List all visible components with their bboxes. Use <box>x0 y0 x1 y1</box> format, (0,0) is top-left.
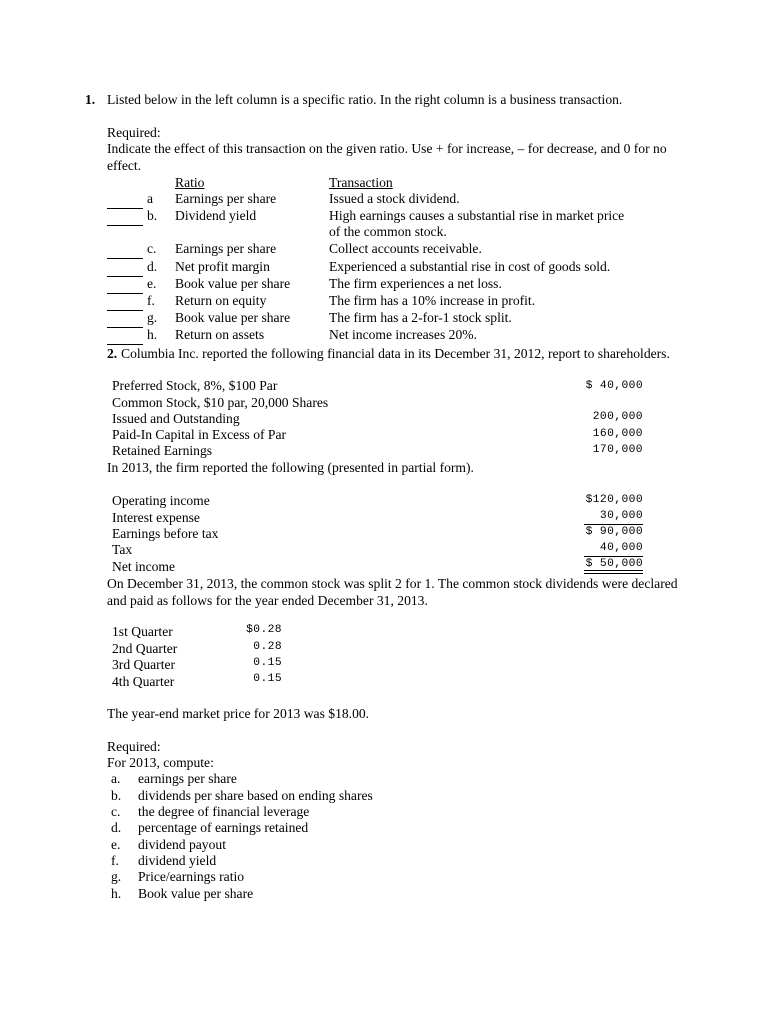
balance-label: Common Stock, $10 par, 20,000 Shares <box>112 395 329 410</box>
dividend-value: 0.15 <box>253 673 282 685</box>
compute-item: Book value per share <box>138 886 254 901</box>
row-transaction: High earnings causes a substantial rise in market price <box>329 208 625 223</box>
dividend-quarter: 1st Quarter <box>112 624 173 639</box>
balance-value: 170,000 <box>592 444 643 456</box>
market-price-text: The year-end market price for 2013 was $18.00. <box>107 706 370 721</box>
compute-letter: b. <box>111 788 122 803</box>
row-ratio: Return on equity <box>175 293 267 308</box>
row-ratio: Net profit margin <box>175 259 270 274</box>
row-letter: e. <box>147 276 157 291</box>
compute-intro: For 2013, compute: <box>107 755 214 770</box>
compute-letter: a. <box>111 771 121 786</box>
total-double-rule <box>584 573 643 574</box>
dividend-value: 0.28 <box>253 641 282 653</box>
ratio-column-header: Ratio <box>175 175 205 190</box>
row-transaction: Experienced a substantial rise in cost of goods sold. <box>329 259 611 274</box>
row-transaction: The firm has a 2-for-1 stock split. <box>329 310 512 325</box>
q1-instruction-cont: effect. <box>107 158 142 173</box>
income-label: Net income <box>112 559 176 574</box>
row-ratio: Earnings per share <box>175 241 277 256</box>
answer-blank-e[interactable] <box>107 280 143 294</box>
answer-blank-d[interactable] <box>107 263 143 277</box>
compute-item: Price/earnings ratio <box>138 869 245 884</box>
answer-blank-c[interactable] <box>107 245 143 259</box>
q2-required-label: Required: <box>107 739 161 754</box>
balance-label: Issued and Outstanding <box>112 411 240 426</box>
row-transaction: Collect accounts receivable. <box>329 241 482 256</box>
q1-intro: Listed below in the left column is a specific ratio. In the right column is a business transaction. <box>107 92 623 107</box>
compute-letter: e. <box>111 837 121 852</box>
row-letter: a <box>147 191 154 206</box>
compute-letter: c. <box>111 804 121 819</box>
row-transaction-cont: of the common stock. <box>329 224 447 239</box>
q2-intro: Columbia Inc. reported the following financial data in its December 31, 2012, report to shareholders. <box>121 346 670 361</box>
dividend-quarter: 3rd Quarter <box>112 657 176 672</box>
row-ratio: Return on assets <box>175 327 265 342</box>
row-letter: b. <box>147 208 158 223</box>
income-label: Earnings before tax <box>112 526 219 541</box>
row-letter: h. <box>147 327 158 342</box>
row-ratio: Earnings per share <box>175 191 277 206</box>
row-letter: d. <box>147 259 158 274</box>
row-transaction: Net income increases 20%. <box>329 327 477 342</box>
row-ratio: Dividend yield <box>175 208 257 223</box>
answer-blank-g[interactable] <box>107 314 143 328</box>
row-ratio: Book value per share <box>175 276 291 291</box>
income-intro: In 2013, the firm reported the following (presented in partial form). <box>107 460 474 475</box>
answer-blank-a[interactable] <box>107 195 143 209</box>
row-transaction: The firm has a 10% increase in profit. <box>329 293 536 308</box>
balance-value: 200,000 <box>592 411 643 423</box>
compute-item: percentage of earnings retained <box>138 820 309 835</box>
compute-letter: d. <box>111 820 122 835</box>
income-value: 40,000 <box>599 542 643 554</box>
dividend-quarter: 4th Quarter <box>112 674 175 689</box>
dividend-value: 0.15 <box>253 657 282 669</box>
q1-instruction: Indicate the effect of this transaction on the given ratio. Use + for increase, – for decrease, and 0 for no <box>107 141 667 156</box>
row-transaction: Issued a stock dividend. <box>329 191 460 206</box>
balance-value: $ 40,000 <box>585 380 643 392</box>
income-value: $ 90,000 <box>585 526 643 538</box>
income-value: $ 50,000 <box>585 558 643 570</box>
income-label: Tax <box>112 542 133 557</box>
row-letter: g. <box>147 310 158 325</box>
income-value: $120,000 <box>585 494 643 506</box>
answer-blank-f[interactable] <box>107 297 143 311</box>
balance-value: 160,000 <box>592 428 643 440</box>
row-letter: c. <box>147 241 157 256</box>
split-text: On December 31, 2013, the common stock was split 2 for 1. The common stock dividends were declared <box>107 576 678 591</box>
income-label: Interest expense <box>112 510 200 525</box>
compute-letter: h. <box>111 886 122 901</box>
compute-item: earnings per share <box>138 771 237 786</box>
compute-item: dividends per share based on ending shares <box>138 788 373 803</box>
q2-number: 2. <box>107 346 118 361</box>
total-double-rule <box>584 570 643 571</box>
compute-letter: f. <box>111 853 119 868</box>
dividend-value: $0.28 <box>246 624 282 636</box>
income-value: 30,000 <box>599 510 643 522</box>
row-letter: f. <box>147 293 155 308</box>
compute-item: the degree of financial leverage <box>138 804 310 819</box>
balance-label: Paid-In Capital in Excess of Par <box>112 427 287 442</box>
q1-number: 1. <box>85 92 96 107</box>
row-transaction: The firm experiences a net loss. <box>329 276 502 291</box>
compute-item: dividend payout <box>138 837 226 852</box>
income-label: Operating income <box>112 493 210 508</box>
answer-blank-b[interactable] <box>107 212 143 226</box>
dividend-quarter: 2nd Quarter <box>112 641 178 656</box>
compute-item: dividend yield <box>138 853 217 868</box>
q1-required-label: Required: <box>107 125 161 140</box>
transaction-column-header: Transaction <box>329 175 393 190</box>
split-text-cont: and paid as follows for the year ended December 31, 2013. <box>107 593 428 608</box>
balance-label: Preferred Stock, 8%, $100 Par <box>112 378 278 393</box>
answer-blank-h[interactable] <box>107 331 143 345</box>
balance-label: Retained Earnings <box>112 443 213 458</box>
row-ratio: Book value per share <box>175 310 291 325</box>
compute-letter: g. <box>111 869 122 884</box>
